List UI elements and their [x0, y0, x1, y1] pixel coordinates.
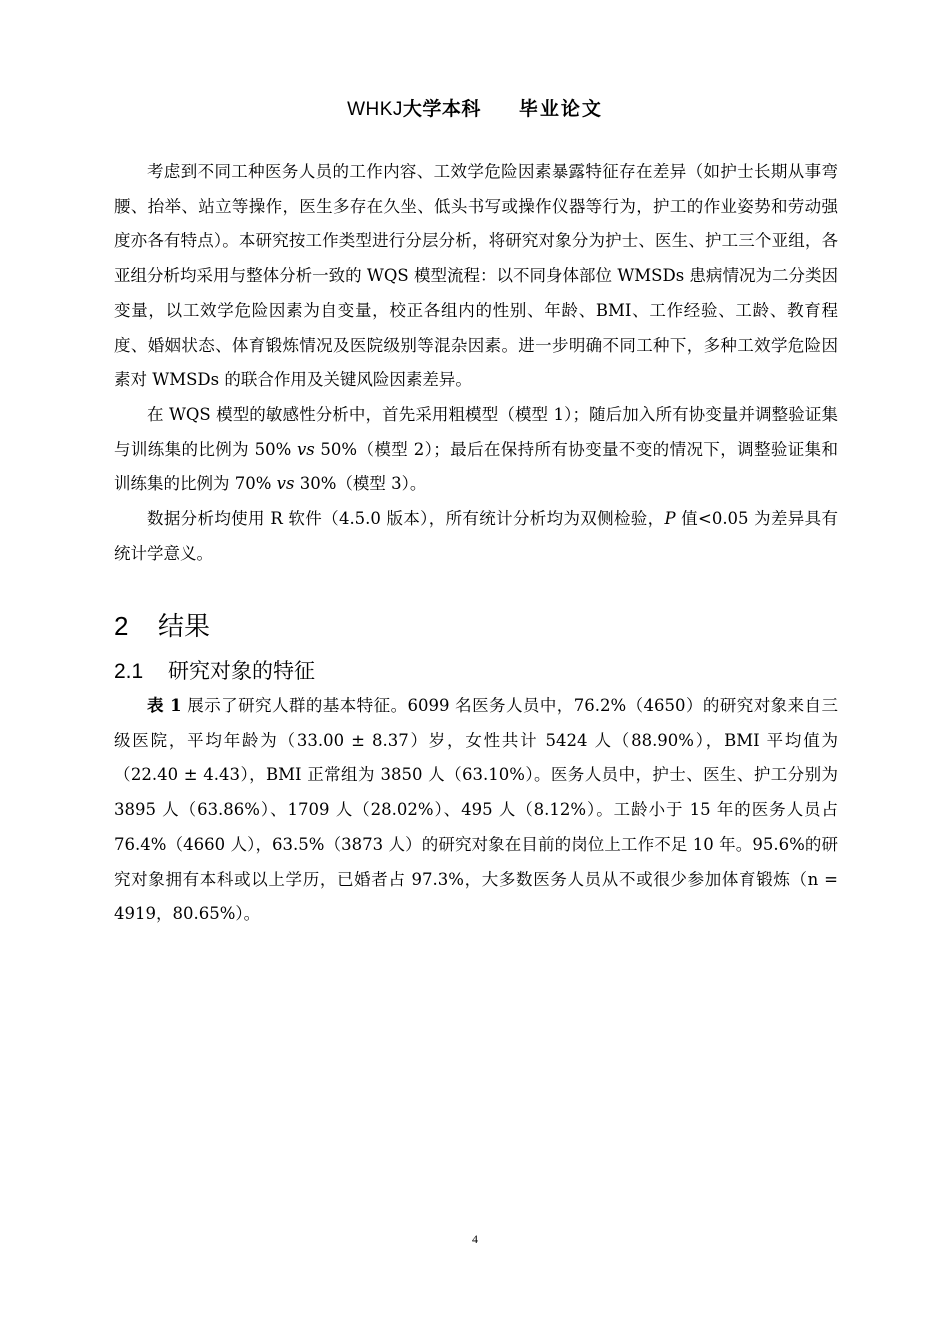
section-title: 结果	[158, 612, 211, 642]
subsection-title: 研究对象的特征	[168, 659, 315, 683]
results-body	[114, 689, 838, 932]
methods-body	[114, 155, 838, 571]
methods-paragraph-stratified: 考虑到不同工种医务人员的工作内容、工效学危险因素暴露特征存在差异（如护士长期从事弯腰、抬举、站立等操作，医生多存在久坐、低头书写或操作仪器等行为，护工的作业姿势和劳动强度亦各有特点）。本研究按工作类型进行分层分析，将研究对象分为护士、医生、护工三个亚组，各亚组分析均采用与整体分析一致的 WQS 模型流程：以不同身体部位 WMSDs 患病情况为二分类因变量，以工效学危险因素为自变量，校正各组内的性别、年龄、BMI、工作经验、工龄、教育程度、婚姻状态、体育锻炼情况及医院级别等混杂因素。进一步明确不同工种下，多种工效学危险因素对 WMSDs 的联合作用及关键风险因素差异。	[114, 162, 838, 390]
section-number: 2	[114, 611, 129, 641]
results-paragraph-characteristics: 表 1 展示了研究人群的基本特征。6099 名医务人员中，76.2%（4650）的研究对象来自三级医院，平均年龄为（33.00 ± 8.37）岁，女性共计 5424 人（88.90%），BMI 平均值为（22.40 ± 4.43），BMI 正常组为 3850 人（63.10%）。医务人员中，护士、医生、护工分别为 3895 人（63.86%）、1709 人（28.02%）、495 人（8.12%）。工龄小于 15 年的医务人员占 76.4%（4660 人），63.5%（3873 人）的研究对象在目前的岗位上工作不足 10 年。95.6%的研究对象拥有本科或以上学历，已婚者占 97.3%，大多数医务人员从不或很少参加体育锻炼（n = 4919，80.65%）。	[114, 696, 838, 924]
table-reference: 表 1	[147, 696, 182, 715]
header-code: WHKJ	[347, 99, 403, 120]
subsection-number: 2.1	[114, 660, 144, 683]
subsection-heading-characteristics	[114, 655, 315, 685]
methods-paragraph-software: 数据分析均使用 R 软件（4.5.0 版本），所有统计分析均为双侧检验，P 值<0.05 为差异具有统计学意义。	[114, 509, 838, 563]
section-heading-results	[114, 606, 210, 643]
header-thesis-label: 毕业论文	[518, 98, 603, 120]
methods-paragraph-sensitivity: 在 WQS 模型的敏感性分析中，首先采用粗模型（模型 1）；随后加入所有协变量并调整验证集与训练集的比例为 50% vs 50%（模型 2）；最后在保持所有协变量不变的情况下，调整验证集和训练集的比例为 70% vs 30%（模型 3）。	[114, 404, 838, 494]
page-number: 4	[472, 1232, 478, 1246]
page-header	[0, 94, 950, 121]
header-university: 大学本科	[402, 98, 481, 120]
